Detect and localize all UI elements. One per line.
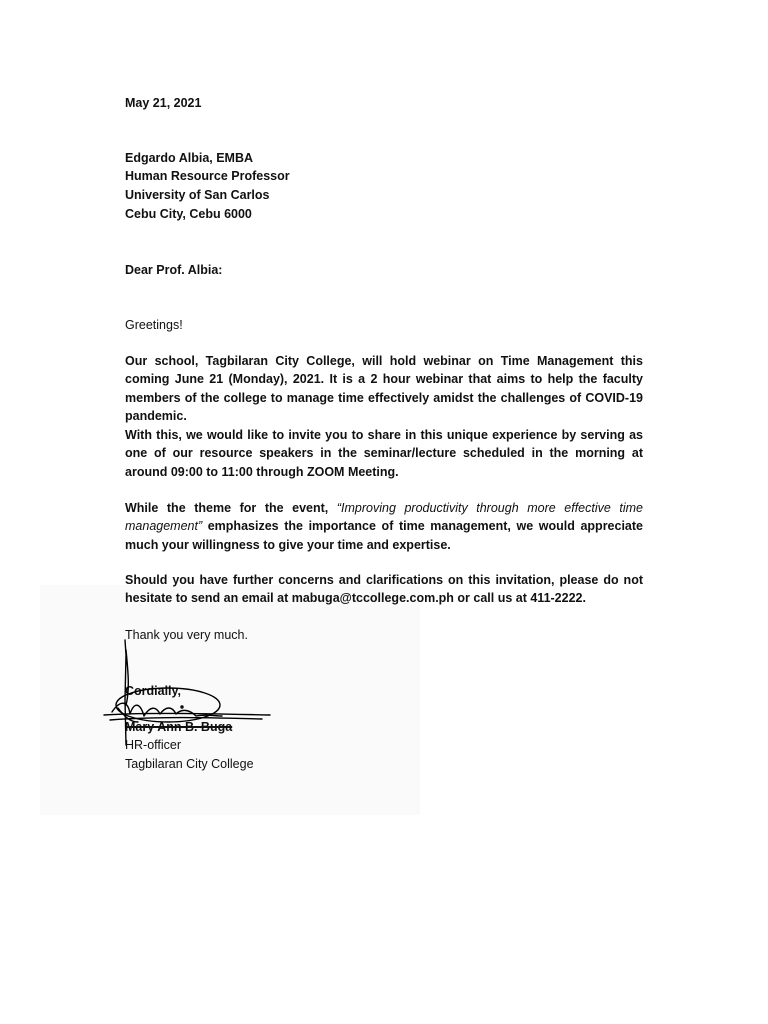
paragraph-contact: Should you have further concerns and clarifications on this invitation, please do not hesitate to send an email at mabuga@tccollege.com.ph or call us at 411-2222. bbox=[125, 573, 643, 606]
scan-shading bbox=[40, 585, 420, 815]
paragraph-invitation: With this, we would like to invite you to share in this unique experience by serving as one of our resource speakers in the seminar/lecture scheduled in the morning at around 09:00 to 11:00 through ZOOM Meeting. bbox=[125, 428, 643, 479]
salutation: Dear Prof. Albia: bbox=[125, 263, 223, 277]
signatory-position: HR-officer bbox=[125, 738, 182, 752]
thanks-line: Thank you very much. bbox=[125, 628, 248, 642]
paragraph-webinar-details: Our school, Tagbilaran City College, will hold webinar on Time Management this coming June 21 (Monday), 2021. It is a 2 hour webinar that aims to help the faculty members of the college to manage time effectively amidst the challenges of COVID-19 pandemic. bbox=[125, 354, 643, 423]
signatory-organization: Tagbilaran City College bbox=[125, 757, 254, 771]
recipient-name: Edgardo Albia, EMBA bbox=[125, 151, 254, 165]
recipient-institution: University of San Carlos bbox=[125, 188, 270, 202]
theme-title: “Improving productivity through more effective time management” bbox=[125, 501, 644, 534]
recipient-title: Human Resource Professor bbox=[125, 169, 290, 183]
paragraph-theme bbox=[125, 499, 643, 554]
signatory-name: Mary Ann B. Buga bbox=[125, 720, 233, 734]
closing-line: Cordially, bbox=[125, 684, 182, 698]
theme-rest-text: emphasizes the importance of time management, we would appreciate much your willingness to give your time and expertise. bbox=[125, 519, 643, 552]
recipient-address: Cebu City, Cebu 6000 bbox=[125, 207, 252, 221]
letter-date: May 21, 2021 bbox=[125, 96, 202, 110]
greeting: Greetings! bbox=[125, 318, 183, 332]
theme-lead-text: While the theme for the event, bbox=[125, 501, 337, 515]
